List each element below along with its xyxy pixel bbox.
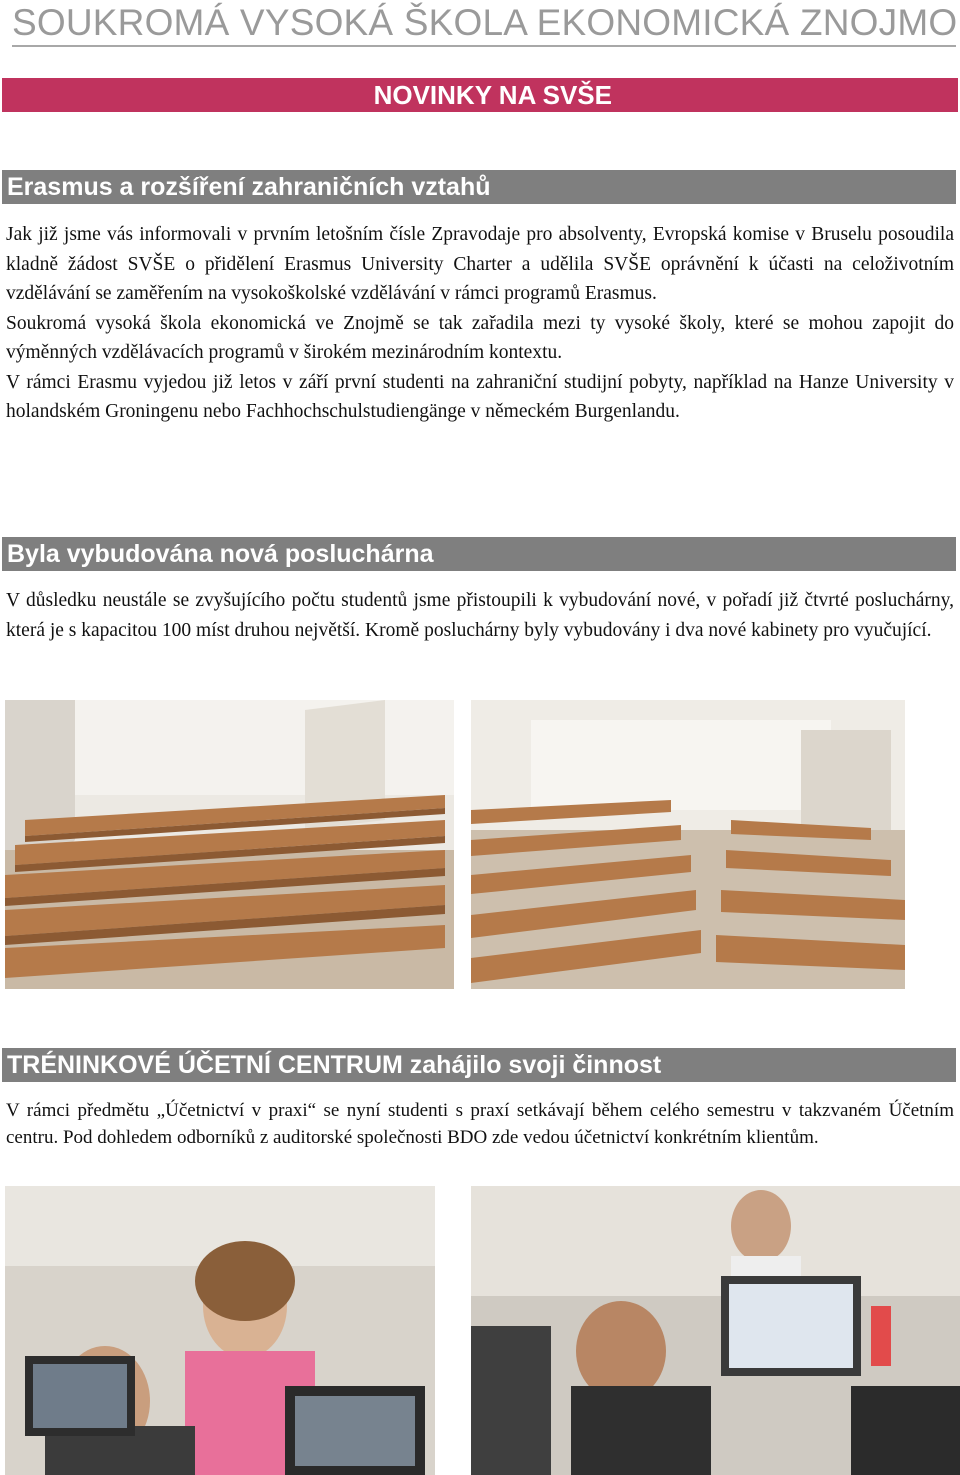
paragraph: V rámci předmětu „Účetnictví v praxi“ se nyní studenti s praxí setkávají během celého semestru v takzvaném Účetním centru. Pod dohledem odborníků z auditorské společnosti BDO zde vedou účetnictví konkrétním klientům. bbox=[6, 1100, 954, 1148]
section-body-erasmus bbox=[6, 220, 954, 427]
news-band-title: NOVINKY NA SVŠE bbox=[2, 78, 958, 112]
section-body-lecture-hall bbox=[6, 586, 954, 645]
paragraph: V rámci Erasmu vyjedou již letos v září první studenti na zahraniční studijní pobyty, například na Hanze University v holandském Groningenu nebo Fachhochschulstudiengänge v německém Burgenlandu. bbox=[6, 371, 954, 422]
section-body-accounting-centre bbox=[6, 1097, 954, 1151]
masthead-divider bbox=[12, 45, 956, 47]
lecture-hall-photo-left bbox=[5, 700, 454, 989]
section-heading-erasmus: Erasmus a rozšíření zahraničních vztahů bbox=[2, 170, 956, 204]
section-heading-lecture-hall: Byla vybudována nová posluchárna bbox=[2, 537, 956, 571]
lecture-hall-photo-right bbox=[471, 700, 905, 989]
computer-lab-photo-left bbox=[5, 1186, 435, 1475]
paragraph: V důsledku neustále se zvyšujícího počtu studentů jsme přistoupili k vybudování nové, v pořadí již čtvrté posluchárny, která je s kapacitou 100 míst druhou největší. Kromě posluchárny byly vybudovány i dva nové kabinety pro vyučující. bbox=[6, 590, 954, 641]
computer-lab-photo-right bbox=[471, 1186, 960, 1475]
section-heading-accounting-centre: TRÉNINKOVÉ ÚČETNÍ CENTRUM zahájilo svoji činnost bbox=[2, 1048, 956, 1082]
masthead-title: SOUKROMÁ VYSOKÁ ŠKOLA EKONOMICKÁ ZNOJMO bbox=[12, 2, 958, 43]
paragraph: Soukromá vysoká škola ekonomická ve Znojmě se tak zařadila mezi ty vysoké školy, které se mohou zapojit do výměnných vzdělávacích programů v širokém mezinárodním kontextu. bbox=[6, 312, 954, 363]
paragraph: Jak již jsme vás informovali v prvním letošním čísle Zpravodaje pro absolventy, Evropská komise v Bruselu posoudila kladně žádost SVŠE o přidělení Erasmus University Charter a udělila SVŠE oprávnění k účasti na celoživotním vzdělávání se zaměřením na vysokoškolské vzdělávání v rámci programů Erasmus. bbox=[6, 224, 954, 304]
